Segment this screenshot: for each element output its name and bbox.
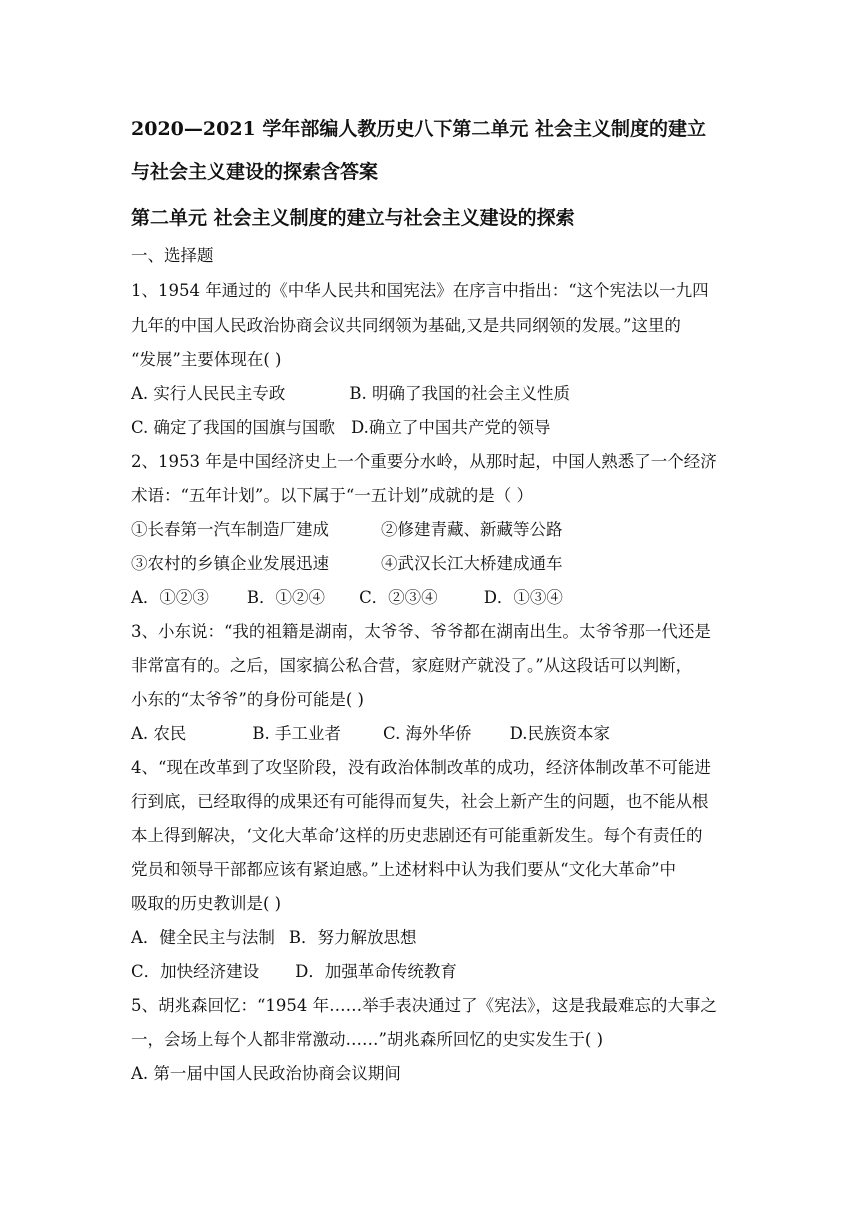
- q2-item-3: ③农村的乡镇企业发展迅速: [131, 554, 329, 573]
- q1-option-a: A. 实行人民民主专政: [131, 384, 286, 403]
- q4-option-b: B．努力解放思想: [288, 928, 417, 947]
- q3-option-d: D.民族资本家: [509, 724, 610, 743]
- q3-option-b: B. 手工业者: [252, 724, 342, 743]
- q5-option-a: A. 第一届中国人民政治协商会议期间: [131, 1064, 401, 1083]
- q1-options-row-2: [131, 417, 550, 439]
- q3-stem-line-2: 非常富有的。之后，国家搞公私合营，家庭财产就没了。”从这段话可以判断，: [131, 656, 693, 675]
- q2-item-2: ②修建青藏、新藏等公路: [381, 520, 563, 539]
- section-heading: 一、选择题: [131, 246, 214, 265]
- q2-option-c: C．②③④: [359, 588, 438, 607]
- q2-items-row-2: [131, 553, 563, 575]
- q2-item-1: ①长春第一汽车制造厂建成: [131, 520, 329, 539]
- q2-items-row-1: [131, 519, 563, 541]
- q2-option-a: A．①②③: [131, 588, 209, 607]
- q5-stem-line-2: 一，会场上每个人都非常激动……”胡兆森所回忆的史实发生于( ): [131, 1030, 604, 1049]
- q3-stem-line-3: 小东的“太爷爷”的身份可能是( ): [131, 690, 364, 709]
- q4-stem-line-4: 党员和领导干部都应该有紧迫感。”上述材料中认为我们要从“文化大革命”中: [131, 860, 677, 879]
- q3-option-a: A. 农民: [131, 724, 187, 743]
- q2-option-d: D．①③④: [483, 588, 563, 607]
- q2-stem-line-1: 2、1953 年是中国经济史上一个重要分水岭，从那时起，中国人熟悉了一个经济: [131, 452, 717, 471]
- q2-options-row: [131, 587, 563, 609]
- q4-stem-line-1: 4、“现在改革到了攻坚阶段，没有政治体制改革的成功，经济体制改革不可能进: [131, 758, 711, 777]
- q2-option-b: B．①②④: [246, 588, 326, 607]
- q5-stem-line-1: 5、胡兆森回忆：“1954 年……举手表决通过了《宪法》，这是我最难忘的大事之: [131, 996, 717, 1015]
- q1-options-row-1: [131, 383, 570, 405]
- document-title-line-2: 与社会主义建设的探索含答案: [131, 161, 379, 183]
- q3-stem-line-1: 3、小东说：“我的祖籍是湖南，太爷爷、爷爷都在湖南出生。太爷爷那一代还是: [131, 622, 711, 641]
- q4-options-row-2: [131, 961, 457, 983]
- q3-options-row: [131, 723, 610, 745]
- q1-stem-line-2: 九年的中国人民政治协商会议共同纲领为基础,又是共同纲领的发展。”这里的: [131, 316, 681, 335]
- q4-options-row-1: [131, 927, 417, 949]
- q1-option-d: D.确立了中国共产党的领导: [351, 418, 551, 437]
- q4-stem-line-2: 行到底，已经取得的成果还有可能得而复失，社会上新产生的问题，也不能从根: [131, 792, 709, 811]
- q1-option-b: B. 明确了我国的社会主义性质: [349, 384, 571, 403]
- q3-option-c: C. 海外华侨: [383, 724, 472, 743]
- q4-option-c: C．加快经济建设: [131, 962, 260, 981]
- q4-option-d: D．加强革命传统教育: [295, 962, 457, 981]
- unit-heading: 第二单元 社会主义制度的建立与社会主义建设的探索: [131, 207, 575, 229]
- q4-stem-line-3: 本上得到解决，‘文化大革命’这样的历史悲剧还有可能重新发生。每个有责任的: [131, 826, 703, 845]
- q2-stem-line-2: 术语：“五年计划”。以下属于“一五计划”成就的是（ ）: [131, 486, 533, 505]
- q4-option-a: A．健全民主与法制: [131, 928, 275, 947]
- document-title-line-1: 2020—2021 学年部编人教历史八下第二单元 社会主义制度的建立: [131, 118, 706, 140]
- q2-item-4: ④武汉长江大桥建成通车: [381, 554, 563, 573]
- q1-stem-line-3: “发展”主要体现在( ): [131, 350, 282, 369]
- q1-option-c: C. 确定了我国的国旗与国歌: [131, 418, 336, 437]
- q1-stem-line-1: 1、1954 年通过的《中华人民共和国宪法》在序言中指出：“这个宪法以一九四: [131, 281, 709, 300]
- q4-stem-line-5: 吸取的历史教训是( ): [131, 894, 282, 913]
